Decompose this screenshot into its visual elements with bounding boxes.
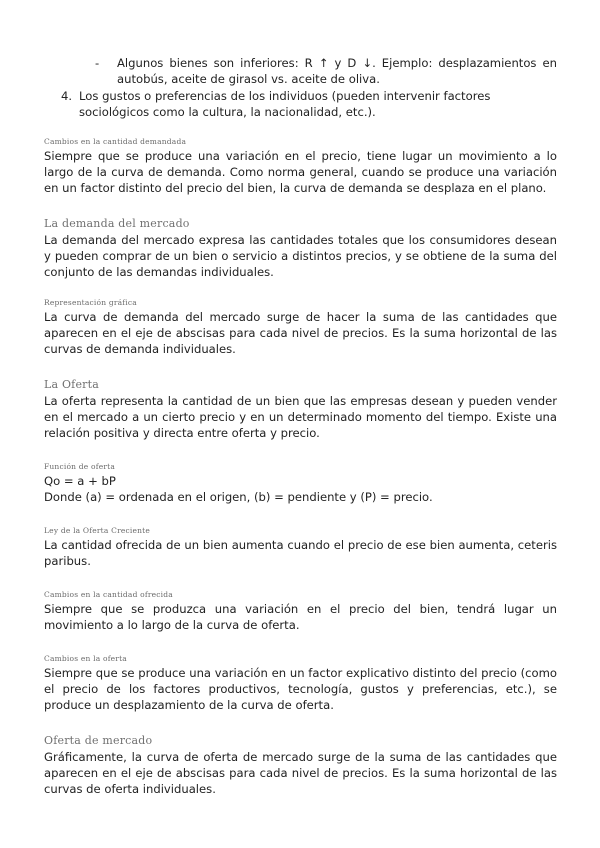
section-cambios-oferta — [44, 653, 557, 713]
section-heading: La Oferta — [44, 378, 99, 391]
section-oferta-mercado — [44, 733, 557, 797]
list-item-text: Los gustos o preferencias de los individuos (pueden intervenir factores sociológicos como la cultura, la nacionalidad, etc.). — [79, 89, 491, 119]
section-paragraph: La oferta representa la cantidad de un bien que las empresas desean y pueden vender en el mercado a un cierto precio y en un determinado momento del tiempo. Existe una relación positiva y directa entre oferta y precio. — [44, 394, 557, 440]
section-heading: Cambios en la cantidad ofrecida — [44, 590, 173, 599]
section-heading: La demanda del mercado — [44, 217, 190, 230]
section-heading: Cambios en la oferta — [44, 654, 127, 663]
section-paragraph: Siempre que se produce una variación en el precio, tiene lugar un movimiento a lo largo de la curva de demanda. Como norma general, cuando se produce una variación en un factor distinto del precio del bien, la curva de demanda se desplaza en el plano. — [44, 149, 557, 195]
section-heading: Ley de la Oferta Creciente — [44, 526, 151, 535]
section-representacion — [44, 297, 557, 357]
section-demanda-mercado — [44, 216, 557, 280]
list-item-inferior-goods — [95, 55, 557, 87]
section-paragraph: Siempre que se produce una variación en un factor explicativo distinto del precio (como el precio de los factores productivos, tecnología, gustos y preferencias, etc.), se produce un desplazamiento de la curva de oferta. — [44, 666, 557, 712]
list-number-marker: 4. — [61, 89, 73, 103]
section-paragraph: La cantidad ofrecida de un bien aumenta cuando el precio de ese bien aumenta, ceteris paribus. — [44, 538, 557, 568]
section-paragraph: Gráficamente, la curva de oferta de mercado surge de la suma de las cantidades que aparecen en el eje de abscisas para cada nivel de precios. Es la suma horizontal de las curvas de oferta individuales. — [44, 750, 557, 796]
section-cambios-demandada — [44, 136, 557, 196]
section-oferta — [44, 377, 557, 441]
section-heading: Cambios en la cantidad demandada — [44, 137, 187, 146]
list-item-text: Algunos bienes son inferiores: R ↑ y D ↓. Ejemplo: desplazamientos en autobús, aceite de girasol vs. aceite de oliva. — [117, 56, 557, 86]
section-heading: Función de oferta — [44, 462, 116, 471]
section-heading: Oferta de mercado — [44, 734, 153, 747]
section-ley-oferta — [44, 525, 557, 569]
section-funcion-oferta — [44, 461, 557, 505]
formula-description: Donde (a) = ordenada en el origen, (b) = pendiente y (P) = precio. — [44, 490, 433, 504]
formula-line: Qo = a + bP — [44, 474, 116, 488]
section-paragraph: La curva de demanda del mercado surge de hacer la suma de las cantidades que aparecen en el eje de abscisas para cada nivel de precios. Es la suma horizontal de las curvas de demanda individuales. — [44, 310, 557, 356]
section-heading: Representación gráfica — [44, 298, 137, 307]
section-cambios-ofrecida — [44, 589, 557, 633]
list-bullet-marker: - — [95, 56, 100, 70]
section-paragraph: Siempre que se produzca una variación en el precio del bien, tendrá lugar un movimiento a lo largo de la curva de oferta. — [44, 602, 557, 632]
section-paragraph: La demanda del mercado expresa las cantidades totales que los consumidores desean y pueden comprar de un bien o servicio a distintos precios, y se obtiene de la suma del conjunto de las demandas individuales. — [44, 233, 557, 279]
list-item-4 — [61, 88, 557, 120]
